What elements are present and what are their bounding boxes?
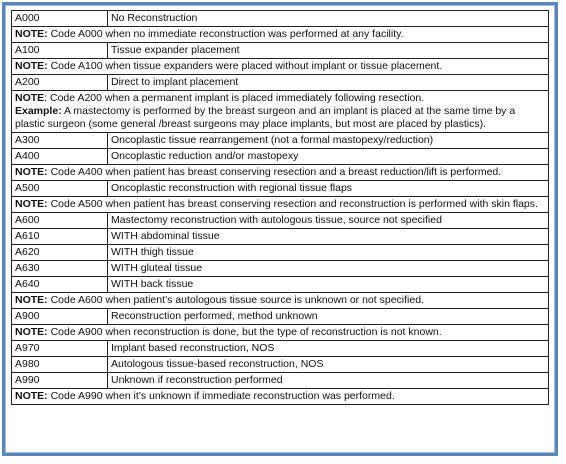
description-cell: Unknown if reconstruction performed [108, 373, 549, 389]
code-row [12, 75, 549, 91]
description-cell: Oncoplastic tissue rearrangement (not a formal mastopexy/reduction) [108, 133, 549, 149]
note-cell [12, 389, 549, 405]
code-row [12, 133, 549, 149]
example-label: Example: [15, 105, 62, 117]
note-label: NOTE: [15, 28, 48, 40]
note-label: NOTE: [15, 198, 48, 210]
description-cell: Oncoplastic reduction and/or mastopexy [108, 149, 549, 165]
note-text: Code A100 when tissue expanders were placed without implant or tissue placement. [47, 60, 443, 72]
description-cell: Implant based reconstruction, NOS [108, 341, 549, 357]
note-label: NOTE [15, 92, 45, 104]
code-cell: A600 [12, 213, 108, 229]
code-row [12, 373, 549, 389]
note-label: NOTE: [15, 294, 48, 306]
note-text: : Code A200 when a permanent implant is placed immediately following resection. [44, 92, 425, 104]
code-row [12, 213, 549, 229]
note-text: Code A400 when patient has breast conserving resection and a breast reduction/lift is performed. [47, 166, 502, 178]
code-cell: A200 [12, 75, 108, 91]
code-row [12, 149, 549, 165]
note-row [12, 91, 549, 133]
code-row [12, 11, 549, 27]
code-row [12, 277, 549, 293]
note-row [12, 59, 549, 75]
code-cell: A000 [12, 11, 108, 27]
code-row [12, 341, 549, 357]
code-cell: A900 [12, 309, 108, 325]
code-cell: A970 [12, 341, 108, 357]
description-cell: WITH abdominal tissue [108, 229, 549, 245]
code-cell: A100 [12, 43, 108, 59]
example-text: A mastectomy is performed by the breast surgeon and an implant is placed at the same time by a plastic surgeon (some general /breast surgeons may place implants, but most are placed by plastics). [15, 105, 516, 130]
code-row [12, 181, 549, 197]
code-cell: A300 [12, 133, 108, 149]
description-cell: Autologous tissue-based reconstruction, NOS [108, 357, 549, 373]
note-row [12, 165, 549, 181]
code-row [12, 261, 549, 277]
reconstruction-codes-table [11, 10, 549, 405]
description-cell: No Reconstruction [108, 11, 549, 27]
code-row [12, 43, 549, 59]
code-cell: A400 [12, 149, 108, 165]
code-row [12, 357, 549, 373]
code-cell: A990 [12, 373, 108, 389]
note-label: NOTE: [15, 60, 48, 72]
table-body [12, 11, 549, 405]
code-cell: A640 [12, 277, 108, 293]
code-cell: A630 [12, 261, 108, 277]
note-text: Code A900 when reconstruction is done, but the type of reconstruction is not known. [47, 326, 442, 338]
code-cell: A610 [12, 229, 108, 245]
code-cell: A980 [12, 357, 108, 373]
document-frame [2, 2, 558, 456]
note-row [12, 27, 549, 43]
note-cell [12, 59, 549, 75]
code-row [12, 229, 549, 245]
note-text: Code A000 when no immediate reconstruction was performed at any facility. [47, 28, 404, 40]
note-cell [12, 27, 549, 43]
note-text: Code A600 when patient’s autologous tissue source is unknown or not specified. [47, 294, 424, 306]
note-cell [12, 197, 549, 213]
description-cell: WITH gluteal tissue [108, 261, 549, 277]
note-cell [12, 325, 549, 341]
description-cell: Reconstruction performed, method unknown [108, 309, 549, 325]
note-label: NOTE: [15, 166, 48, 178]
code-cell: A500 [12, 181, 108, 197]
note-label: NOTE: [15, 390, 48, 402]
note-row [12, 389, 549, 405]
note-cell [12, 293, 549, 309]
description-cell: Direct to implant placement [108, 75, 549, 91]
note-label: NOTE: [15, 326, 48, 338]
note-text: Code A500 when patient has breast conserving resection and reconstruction is performed with skin flaps. [47, 198, 538, 210]
code-row [12, 309, 549, 325]
description-cell: Oncoplastic reconstruction with regional tissue flaps [108, 181, 549, 197]
code-row [12, 245, 549, 261]
note-row [12, 325, 549, 341]
note-row [12, 293, 549, 309]
description-cell: WITH back tissue [108, 277, 549, 293]
note-cell [12, 165, 549, 181]
description-cell: WITH thigh tissue [108, 245, 549, 261]
description-cell: Tissue expander placement [108, 43, 549, 59]
description-cell: Mastectomy reconstruction with autologous tissue, source not specified [108, 213, 549, 229]
code-cell: A620 [12, 245, 108, 261]
document-frame-inner [5, 5, 555, 453]
note-text: Code A990 when it’s unknown if immediate reconstruction was performed. [47, 390, 395, 402]
note-row [12, 197, 549, 213]
note-cell [12, 91, 549, 133]
